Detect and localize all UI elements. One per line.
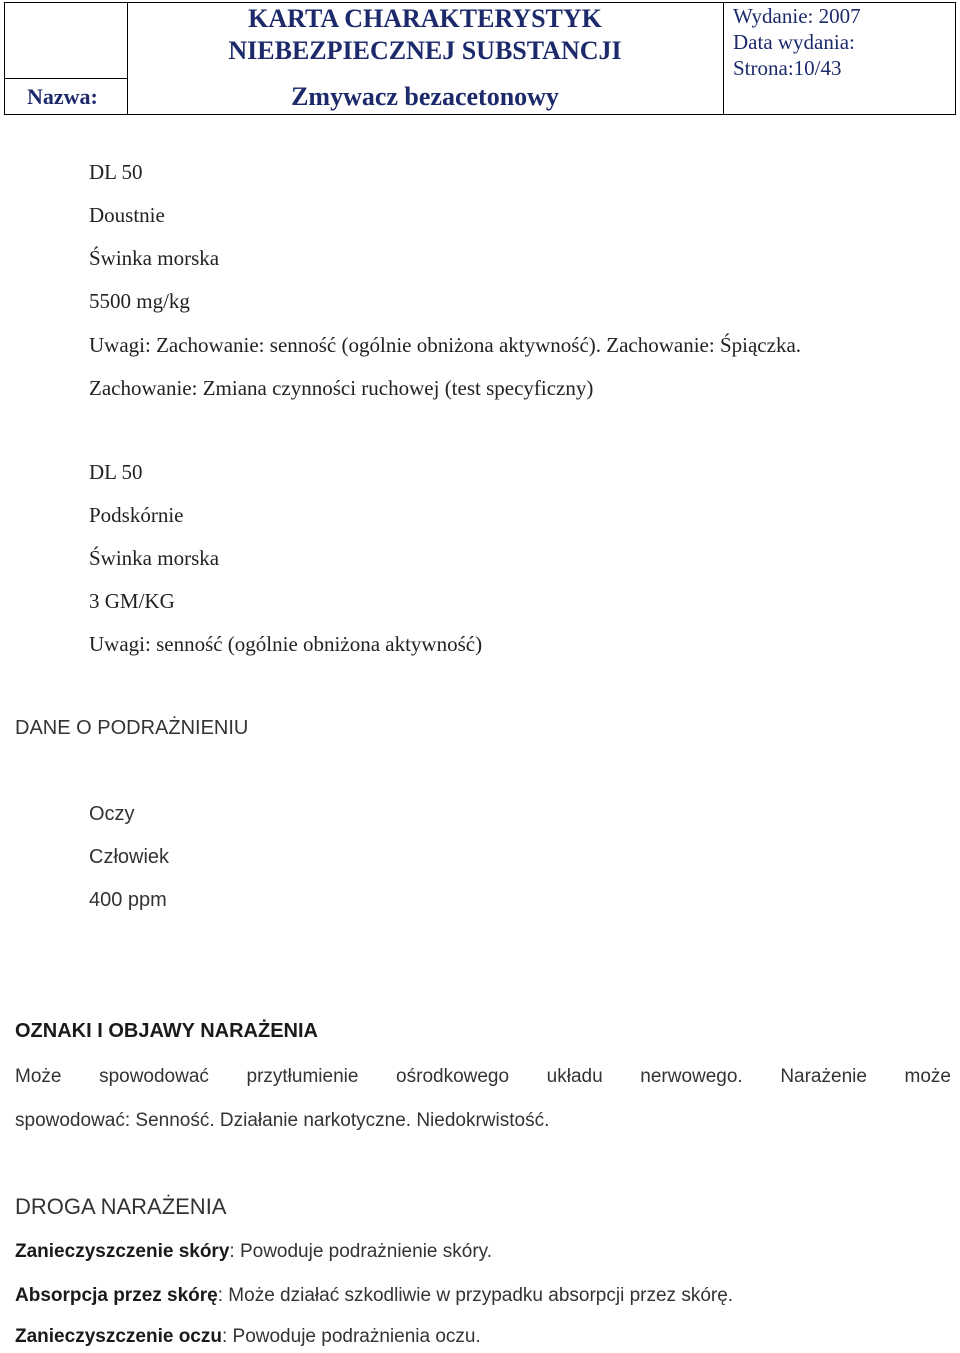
irritation-heading: DANE O PODRAŻNIENIU (15, 717, 249, 739)
irritation-dose: 400 ppm (89, 889, 167, 911)
route-item-label: Zanieczyszczenie oczu (15, 1326, 222, 1347)
page-number: Strona:10/43 (733, 56, 842, 80)
signs-heading: OZNAKI I OBJAWY NARAŻENIA (15, 1020, 318, 1042)
signs-line1: Może spowodować przytłumienie ośrodkowego układu nerwowego. Narażenie może (15, 1066, 951, 1087)
tox2-species: Świnka morska (89, 546, 220, 570)
tox2-type: DL 50 (89, 460, 143, 484)
product-name: Zmywacz bezacetonowy (291, 82, 559, 111)
header-name-cell-top (4, 78, 128, 79)
tox1-dose: 5500 mg/kg (89, 289, 190, 313)
tox2-route: Podskórnie (89, 503, 184, 527)
route-item-skin-contamination (15, 1241, 492, 1263)
header-border-top (4, 2, 956, 3)
tox1-route: Doustnie (89, 203, 165, 227)
tox1-remarks-line2: Zachowanie: Zmiana czynności ruchowej (test specyficzny) (89, 376, 594, 400)
tox1-type: DL 50 (89, 160, 143, 184)
route-item-label: Absorpcja przez skórę (15, 1285, 218, 1306)
tox1-species: Świnka morska (89, 246, 220, 270)
tox1-remarks-line1: Uwagi: Zachowanie: senność (ogólnie obniżona aktywność). Zachowanie: Śpiączka. (89, 333, 802, 357)
irritation-species: Człowiek (89, 846, 170, 868)
irritation-organ: Oczy (89, 803, 135, 825)
name-label: Nazwa: (27, 84, 98, 109)
routes-heading: DROGA NARAŻENIA (15, 1194, 227, 1219)
route-item-skin-absorption (15, 1285, 733, 1307)
issue-date-label: Data wydania: (733, 30, 855, 54)
header-border-right (955, 2, 956, 115)
header-divider-right (723, 2, 724, 115)
document-header (0, 0, 960, 116)
edition-label: Wydanie: 2007 (733, 4, 861, 28)
route-item-label: Zanieczyszczenie skóry (15, 1241, 230, 1262)
doc-title-line1: KARTA CHARAKTERYSTYK (248, 4, 602, 33)
route-item-text: : Może działać szkodliwie w przypadku absorpcji przez skórę. (217, 1285, 734, 1306)
route-item-eye-contamination (15, 1326, 481, 1348)
signs-line2: spowodować: Senność. Działanie narkotyczne. Niedokrwistość. (15, 1110, 550, 1131)
route-item-text: : Powoduje podrażnienia oczu. (221, 1326, 481, 1347)
tox2-remarks: Uwagi: senność (ogólnie obniżona aktywność) (89, 632, 483, 656)
route-item-text: : Powoduje podrażnienie skóry. (229, 1241, 493, 1262)
tox2-dose: 3 GM/KG (89, 589, 175, 613)
doc-title-line2: NIEBEZPIECZNEJ SUBSTANCJI (228, 36, 622, 65)
header-border-bottom (4, 114, 956, 115)
header-border-left (4, 2, 5, 115)
